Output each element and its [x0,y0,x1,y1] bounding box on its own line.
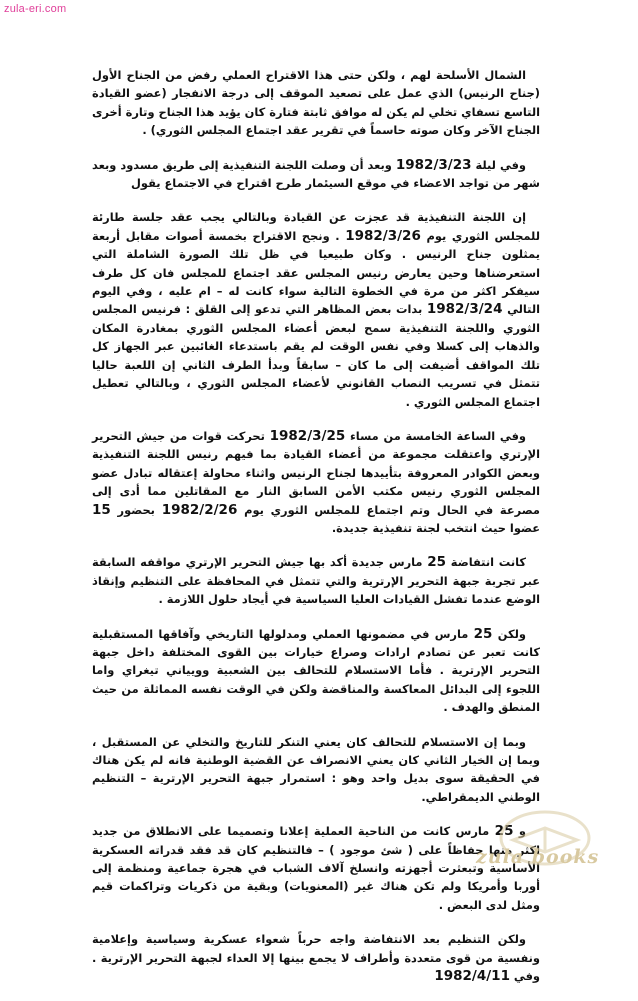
date-figure: 1982/3/25 [269,427,346,444]
paragraph [92,733,540,807]
paragraph [92,156,540,193]
paragraph [92,625,540,717]
date-figure: 15 [92,501,111,518]
paragraph-text: عضوا حيث انتخب لجنة تنفيذية جديدة. [331,520,540,535]
paragraph [92,822,540,914]
paragraph-text: وبعد أن وصلت اللجنة التنفيذية إلى طريق مسدود وبعد شهر من تواجد الاعضاء في موقع السيئمار طرح اقتراح في الاجتماع يقول [92,157,540,191]
paragraph [92,427,540,537]
date-figure: 1982/3/24 [426,301,503,318]
paragraph [92,208,540,410]
paragraph-text: بحضور [110,502,162,517]
date-figure: 25 [473,625,493,642]
paragraph-text: إن اللجنة التنفيذية قد عجزت عن القيادة وبالتالي يجب عقد جلسة طارئة للمجلس الثوري يوم [92,210,540,243]
paragraph-text: ولكن التنظيم بعد الانتفاضة واجه حرباً شعواء عسكرية وسياسية وإعلامية ونفسية من قوى متعددة وأطراف لا يجمع بينها إلا العداء لجبهة التحرير الإرترية . وفي [92,932,540,984]
date-figure: 1982/3/26 [345,227,421,244]
paragraph [92,930,540,985]
paragraph-text: ولكن [492,626,526,641]
date-figure: 1982/3/23 [395,156,472,173]
paragraph-text: بدات بعض المظاهر التي تدعو إلى القلق : فرنيس المجلس الثوري واللجنة التنفيذية سمح لبعض أعضاء المجلس الثوري بمغادرة المكان والذهاب إلى كسلا وفي نفس الوقت لم يقم باستدعاء الغائبين عبر الجهاز كل تلك المواقف أضيفت إلى ما كان – سابقاً وبدأ الطرف الثاني إن اللعبة حاليا تتمثل في تسريب النصاب القانوني لأعضاء المجلس الثوري ، وبالتالي تعطيل اجتماع المجلس الثوري . [92,302,540,409]
paragraph-text: مارس في مضمونها العملي ومدلولها التاريخي وآفاقها المستقبلية كانت تعبر عن تصادم ارادات وصراع خيارات بين القوى المختلفة داخل جبهة التحرير الإرترية . فأما الاستسلام للتحالف بين الشعبية وويياني تيغراي واما اللجوء إلى البدائل المعاكسة والمناقضة ولكن في الوقت نفسه المماثلة من حيث المنطق والهدف . [92,626,540,715]
paragraph-text: كانت انتفاضة [446,555,526,570]
date-figure: 1982/2/26 [161,501,238,518]
paragraph-text: مارس كانت من الناحية العملية إعلانا وتصميما على الانطلاق من جديد اكثر منها حفاظاً على ( شئ موجود ) – فالتنظيم كان قد فقد قدراته العسكرية الأساسية وتبعثرت أجهزته وانسلخ آلاف الشباب في هجرة جماعية ومنظمة إلى أوربا وأمريكا ولم تكن هناك غير (المعنويات) وبقية من ذكريات وتراكمات قيم ومثل لدى البعض . [92,824,540,912]
date-figure: 25 [427,554,447,571]
date-figure: 25 [494,823,514,840]
paragraph-text: . ونجح الاقتراح بخمسة أصوات مقابل أربعة يمثلون جناح الرنيس . وكان طبيعيا في ظل تلك الصورة الشاملة التي استعرضناها وحين يعارض رنيس المجلس عقد اجتماع للمجلس فان كل طرف سيفكر اكثر من مرة في الخطوة التالية سواء كانت له – ام عليه ، وفي اليوم التالي [92,228,541,317]
paragraph [92,66,540,140]
document-body [92,66,540,1001]
site-watermark: zula-eri.com [4,3,67,15]
paragraph-text: وفي الساعة الخامسة من مساء [345,428,526,443]
paragraph [92,553,540,608]
paragraph-text: مارس جديدة أكد بها جيش التحرير الإرتري مواقفه السابقة عبر تجربة جبهة التحرير الإرترية والتي تتمثل في المحافظة على التنظيم وإنقاذ الوضع عندما تفشل القيادات العليا السياسية في أيجاد حلول اللازمة . [92,555,540,607]
paragraph-text: و [513,824,527,839]
paragraph-text: وبما إن الاستسلام للتحالف كان يعني التنكر للتاريخ والتخلي عن المستقبل ، وبما إن الخيار الثاني كان يعني الانصراف عن القضية الوطنية فانه لم يكن هناك في الحقيقة سوى بديل واحد وهو : استمرار جبهة التحرير الإرترية – التنظيم الوطني الديمقراطي. [92,734,540,804]
paragraph-text: تحركت قوات من جيش التحرير الإرتري واعتقلت مجموعة من أعضاء القيادة بما فيهم رنيس اللجنة التنفيذية وبعض الكوادر المعروفة بتأييدها لجناح الرنيس واثناء محاولة إعتقاله تبادل عضو المجلس الثوري رنيس مكتب الأمن السابق النار مع المقاتلين مما أدى إلى مصرعة في الحال وتم اجتماع للمجلس الثوري يوم [92,428,540,517]
book-logo-icon [485,800,605,880]
paragraph-text: الشمال الأسلحة لهم ، ولكن حتى هذا الاقتراح العملي رفض من الجناح الأول (جناح الرنيس) الذي عمل على تصعيد الموقف إلى درجة الانفجار (عضو القيادة التاسع تسفاي تخلي لم يكن له موافق ثابتة فتارة كان يؤيد هذا الجناح وتارة أخرى الجناح الآخر وكان صوته حاسماً في تقرير عقد اجتماع المجلس الثوري) . [92,68,540,138]
paragraph-text: وفي ليلة [471,157,527,172]
date-figure: 1982/4/11 [434,968,510,985]
publisher-logo-text: zula books [476,846,600,868]
